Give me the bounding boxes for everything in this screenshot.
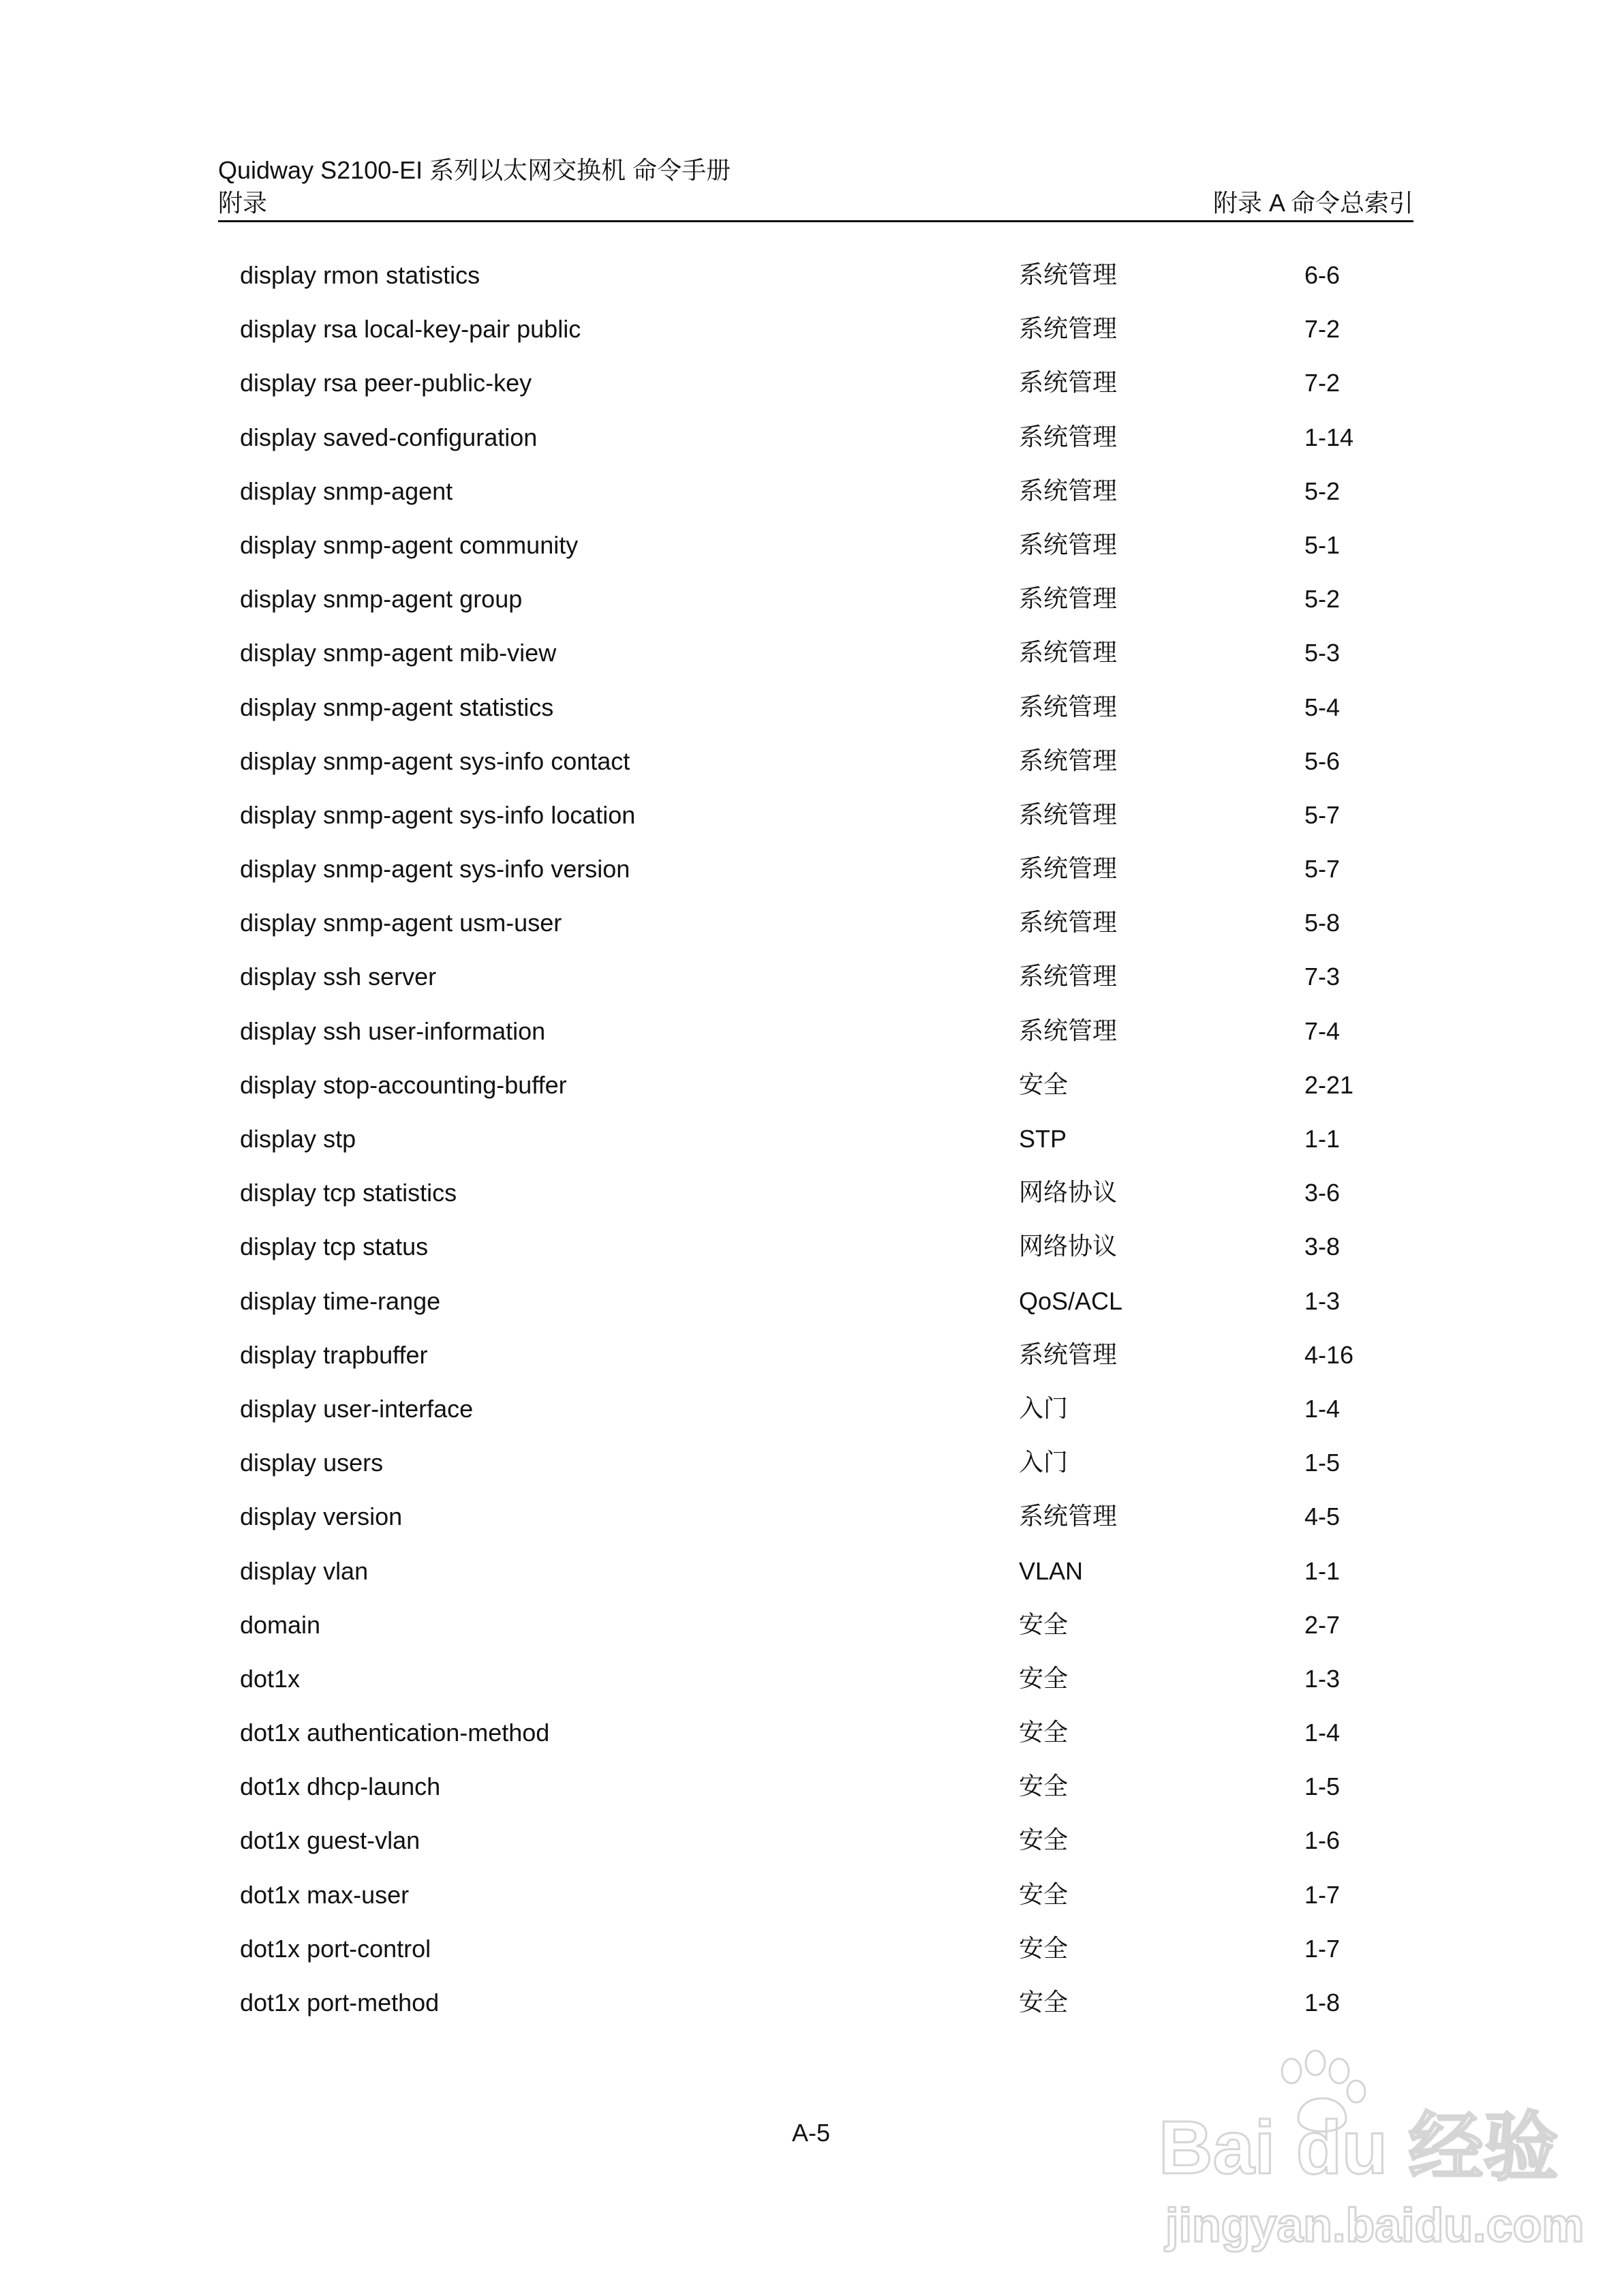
command-page-ref: 7-2 bbox=[1304, 315, 1341, 344]
command-page-ref: 1-6 bbox=[1304, 1826, 1341, 1855]
index-row bbox=[240, 1499, 1413, 1553]
command-category: 网络协议 bbox=[1019, 1233, 1118, 1261]
page-header bbox=[218, 154, 1413, 220]
command-page-ref: 1-14 bbox=[1304, 423, 1354, 451]
command-name: display ssh user-information bbox=[240, 1016, 546, 1045]
command-name: display ssh server bbox=[240, 963, 437, 991]
command-name: display rmon statistics bbox=[240, 261, 480, 289]
command-page-ref: 1-1 bbox=[1304, 1556, 1341, 1585]
index-row bbox=[240, 1877, 1413, 1931]
command-category: 系统管理 bbox=[1019, 423, 1118, 451]
command-name: display snmp-agent group bbox=[240, 585, 523, 614]
command-name: display snmp-agent sys-info contact bbox=[240, 746, 630, 775]
document-title: Quidway S2100-EI 系列以太网交换机 命令手册 bbox=[218, 156, 731, 184]
command-name: display version bbox=[240, 1502, 403, 1531]
command-category: 安全 bbox=[1019, 1070, 1069, 1099]
command-category: 安全 bbox=[1019, 1664, 1069, 1693]
command-name: dot1x guest-vlan bbox=[240, 1826, 420, 1855]
command-page-ref: 4-5 bbox=[1304, 1502, 1341, 1531]
command-page-ref: 1-4 bbox=[1304, 1394, 1341, 1423]
command-category: 系统管理 bbox=[1019, 1340, 1118, 1369]
command-category: 安全 bbox=[1019, 1719, 1069, 1747]
command-page-ref: 7-3 bbox=[1304, 963, 1341, 991]
command-category: 系统管理 bbox=[1019, 261, 1118, 289]
command-page-ref: 5-3 bbox=[1304, 639, 1341, 667]
index-row bbox=[240, 528, 1413, 581]
command-name: dot1x max-user bbox=[240, 1880, 410, 1909]
index-row bbox=[240, 1661, 1413, 1715]
command-category: 系统管理 bbox=[1019, 369, 1118, 397]
index-row bbox=[240, 581, 1413, 635]
command-name: display rsa peer-public-key bbox=[240, 369, 532, 397]
command-category: 安全 bbox=[1019, 1989, 1069, 2016]
command-name: display snmp-agent mib-view bbox=[240, 639, 557, 667]
command-page-ref: 7-4 bbox=[1304, 1016, 1341, 1045]
command-name: display time-range bbox=[240, 1286, 441, 1315]
command-page-ref: 1-4 bbox=[1304, 1719, 1341, 1747]
command-name: display snmp-agent bbox=[240, 477, 453, 505]
index-row bbox=[240, 635, 1413, 689]
index-row bbox=[240, 312, 1413, 365]
command-category: 系统管理 bbox=[1019, 1502, 1118, 1531]
baidu-jingyan-watermark bbox=[1152, 2044, 1585, 2262]
command-page-ref: 1-1 bbox=[1304, 1125, 1341, 1153]
section-left: 附录 bbox=[218, 189, 268, 217]
command-category: 系统管理 bbox=[1019, 639, 1118, 667]
command-page-ref: 5-2 bbox=[1304, 585, 1341, 614]
index-row bbox=[240, 1068, 1413, 1121]
command-page-ref: 7-2 bbox=[1304, 369, 1341, 397]
watermark-brand: Bai du 经验 bbox=[1159, 2106, 1559, 2190]
index-row bbox=[240, 959, 1413, 1013]
index-row bbox=[240, 1715, 1413, 1769]
command-page-ref: 1-8 bbox=[1304, 1989, 1341, 2016]
command-category: 安全 bbox=[1019, 1772, 1069, 1801]
command-category: 系统管理 bbox=[1019, 963, 1118, 991]
command-category: STP bbox=[1019, 1125, 1067, 1153]
command-page-ref: 6-6 bbox=[1304, 261, 1341, 289]
index-row bbox=[240, 1931, 1413, 1985]
index-row bbox=[240, 1014, 1413, 1068]
index-row bbox=[240, 1175, 1413, 1229]
command-name: display trapbuffer bbox=[240, 1340, 428, 1369]
command-name: dot1x port-method bbox=[240, 1989, 440, 2016]
command-page-ref: 1-3 bbox=[1304, 1286, 1341, 1315]
command-page-ref: 5-7 bbox=[1304, 855, 1341, 883]
index-row bbox=[240, 1823, 1413, 1877]
command-name: display saved-configuration bbox=[240, 423, 538, 451]
command-category: VLAN bbox=[1019, 1556, 1084, 1585]
command-name: domain bbox=[240, 1610, 321, 1639]
index-row bbox=[240, 744, 1413, 798]
command-page-ref: 2-7 bbox=[1304, 1610, 1341, 1639]
command-name: display snmp-agent statistics bbox=[240, 693, 554, 721]
index-row bbox=[240, 1769, 1413, 1823]
index-row bbox=[240, 1229, 1413, 1283]
command-name: dot1x port-control bbox=[240, 1934, 431, 1963]
index-row bbox=[240, 1391, 1413, 1445]
command-category: 系统管理 bbox=[1019, 585, 1118, 614]
command-name: display stp bbox=[240, 1125, 356, 1153]
index-row bbox=[240, 1607, 1413, 1661]
command-name: dot1x bbox=[240, 1664, 301, 1693]
header-divider bbox=[218, 220, 1413, 222]
index-row bbox=[240, 365, 1413, 419]
command-category: QoS/ACL bbox=[1019, 1286, 1123, 1315]
command-page-ref: 1-3 bbox=[1304, 1664, 1341, 1693]
command-category: 安全 bbox=[1019, 1934, 1069, 1963]
command-page-ref: 1-7 bbox=[1304, 1880, 1341, 1909]
index-row bbox=[240, 258, 1413, 312]
command-name: display rsa local-key-pair public bbox=[240, 315, 581, 344]
command-page-ref: 3-8 bbox=[1304, 1233, 1341, 1261]
command-page-ref: 5-7 bbox=[1304, 800, 1341, 829]
command-category: 系统管理 bbox=[1019, 693, 1118, 721]
index-row bbox=[240, 474, 1413, 528]
index-row bbox=[240, 1554, 1413, 1607]
command-category: 系统管理 bbox=[1019, 909, 1118, 937]
index-row bbox=[240, 905, 1413, 959]
command-category: 安全 bbox=[1019, 1610, 1069, 1639]
command-category: 入门 bbox=[1019, 1394, 1069, 1423]
index-row bbox=[240, 1445, 1413, 1499]
index-row bbox=[240, 690, 1413, 744]
index-row bbox=[240, 420, 1413, 474]
index-row bbox=[240, 1121, 1413, 1175]
command-name: display snmp-agent sys-info version bbox=[240, 855, 630, 883]
watermark-url: jingyan.baidu.com bbox=[1165, 2199, 1585, 2252]
command-page-ref: 3-6 bbox=[1304, 1179, 1341, 1207]
command-name: display stop-accounting-buffer bbox=[240, 1070, 567, 1099]
command-category: 系统管理 bbox=[1019, 1016, 1118, 1045]
command-category: 网络协议 bbox=[1019, 1179, 1118, 1207]
command-name: display tcp statistics bbox=[240, 1179, 457, 1207]
command-name: display snmp-agent community bbox=[240, 530, 579, 559]
command-page-ref: 5-8 bbox=[1304, 909, 1341, 937]
page-number: A-5 bbox=[791, 2119, 831, 2147]
command-page-ref: 4-16 bbox=[1304, 1340, 1354, 1369]
index-row bbox=[240, 1284, 1413, 1338]
command-category: 入门 bbox=[1019, 1449, 1069, 1477]
command-page-ref: 1-5 bbox=[1304, 1449, 1341, 1477]
command-page-ref: 5-4 bbox=[1304, 693, 1341, 721]
command-category: 系统管理 bbox=[1019, 315, 1118, 344]
command-category: 系统管理 bbox=[1019, 855, 1118, 883]
command-page-ref: 1-5 bbox=[1304, 1772, 1341, 1801]
command-page-ref: 5-2 bbox=[1304, 477, 1341, 505]
command-category: 系统管理 bbox=[1019, 746, 1118, 775]
command-name: display vlan bbox=[240, 1556, 369, 1585]
command-name: dot1x dhcp-launch bbox=[240, 1772, 441, 1801]
command-name: display tcp status bbox=[240, 1233, 429, 1261]
command-page-ref: 1-7 bbox=[1304, 1934, 1341, 1963]
command-index-list bbox=[240, 258, 1413, 2039]
command-name: display snmp-agent usm-user bbox=[240, 909, 562, 937]
command-name: display snmp-agent sys-info location bbox=[240, 800, 636, 829]
command-category: 系统管理 bbox=[1019, 530, 1118, 559]
command-category: 安全 bbox=[1019, 1826, 1069, 1855]
command-page-ref: 5-1 bbox=[1304, 530, 1341, 559]
index-row bbox=[240, 1985, 1413, 2039]
command-category: 安全 bbox=[1019, 1880, 1069, 1909]
command-name: display user-interface bbox=[240, 1394, 474, 1423]
command-name: dot1x authentication-method bbox=[240, 1719, 550, 1747]
command-category: 系统管理 bbox=[1019, 800, 1118, 829]
command-page-ref: 2-21 bbox=[1304, 1070, 1354, 1099]
command-name: display users bbox=[240, 1449, 384, 1477]
section-right: 附录 A 命令总索引 bbox=[1212, 189, 1413, 217]
command-page-ref: 5-6 bbox=[1304, 746, 1341, 775]
index-row bbox=[240, 851, 1413, 905]
header-section-line bbox=[218, 187, 1413, 220]
index-row bbox=[240, 798, 1413, 851]
index-row bbox=[240, 1338, 1413, 1391]
command-category: 系统管理 bbox=[1019, 477, 1118, 505]
